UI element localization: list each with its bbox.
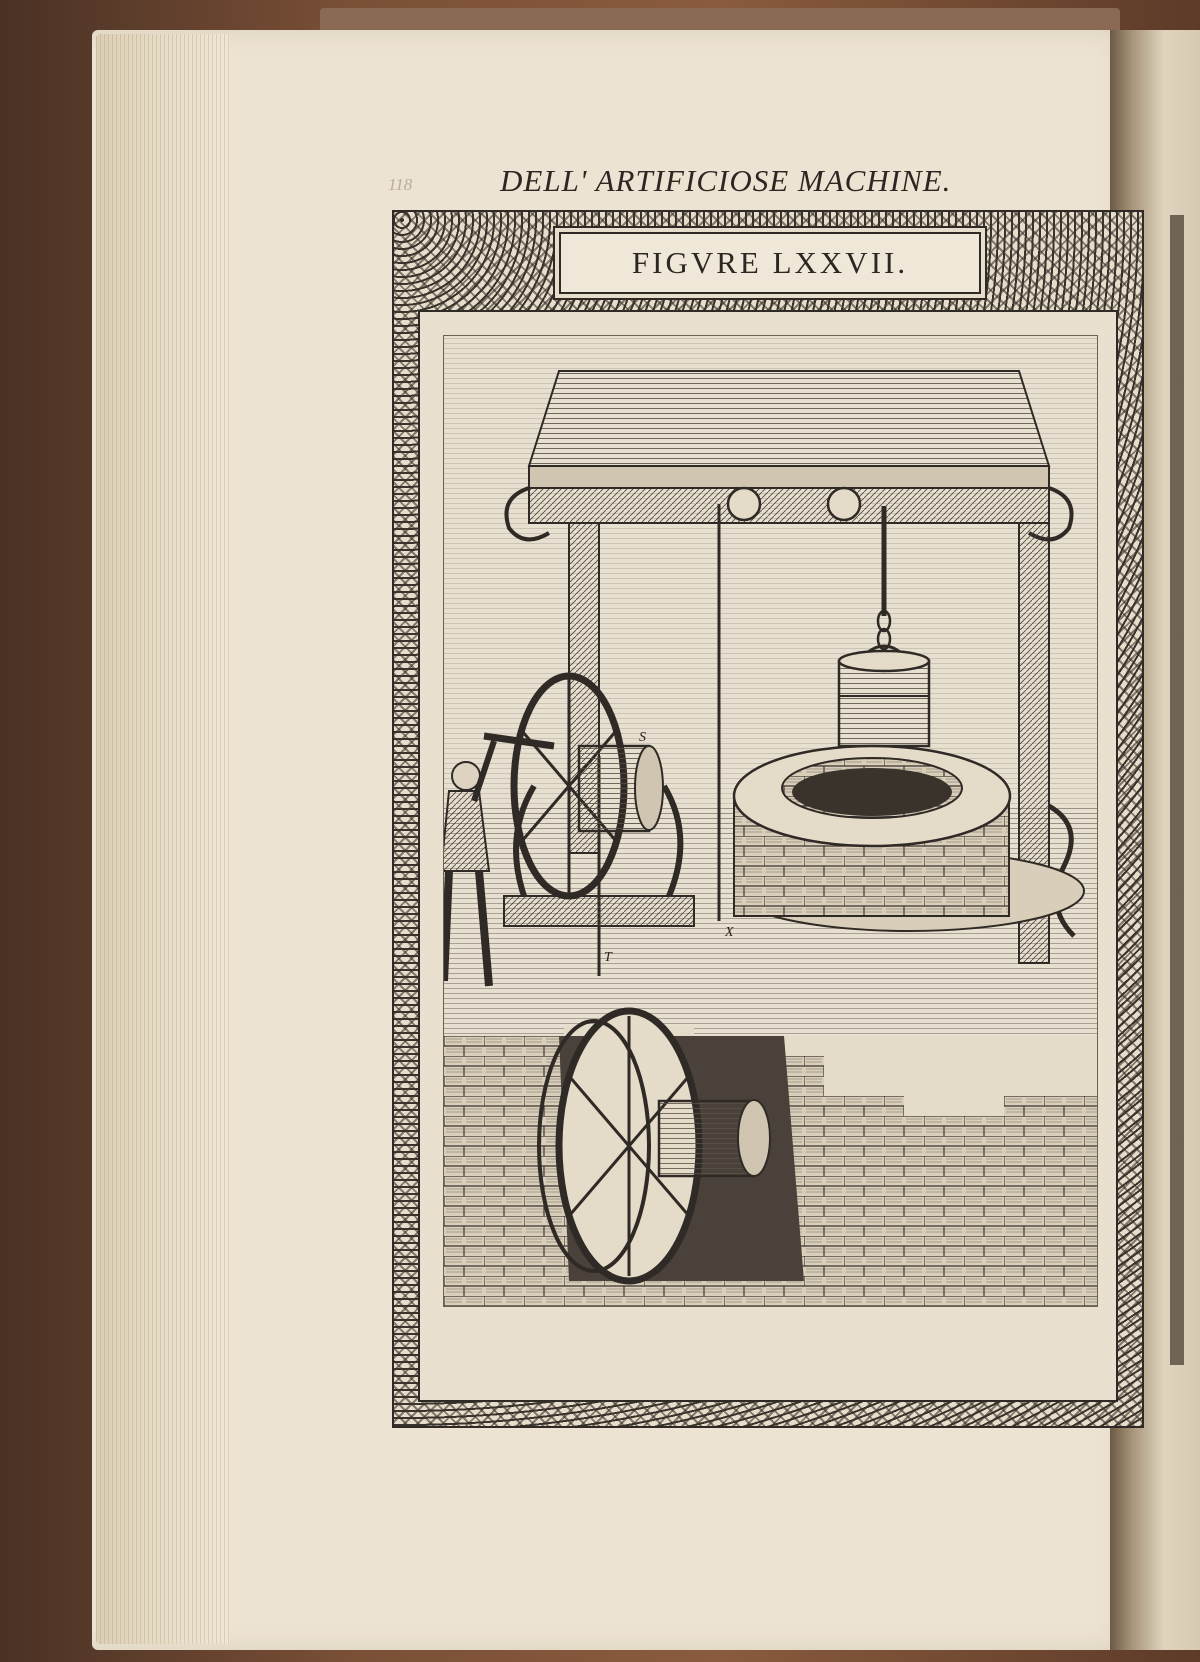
running-head: DELL' ARTIFICIOSE MACHINE. [500,163,952,198]
engraved-plate [443,335,1098,1307]
facing-page-frame [1170,215,1200,1365]
title-cartouche [559,232,981,294]
label-t: T [604,950,612,965]
figure-title: FIGVRE LXXVII. [631,245,909,280]
label-s: S [639,730,646,745]
page-fore-edge [96,34,230,1644]
well-winch-engraving-icon [444,336,1097,1306]
ornamental-frame [392,210,1144,1428]
page-number: 118 [388,175,413,194]
label-x: X [725,925,734,940]
